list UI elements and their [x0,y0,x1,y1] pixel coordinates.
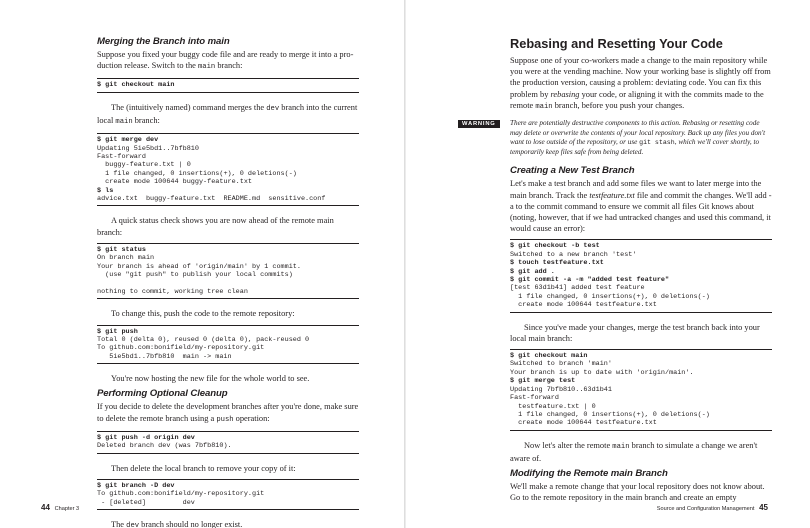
code-line: - [deleted] dev [97,498,195,507]
code-line: $ ls [97,186,114,195]
code-block [510,239,772,312]
page-number: 44 [41,503,50,512]
chapter-label: Source and Configuration Management [656,506,755,512]
left-footer [41,503,79,512]
heading-merging-branch: Merging the Branch into main [97,36,230,47]
heading-new-test-branch: Creating a New Test Branch [510,165,635,177]
code-line: To github.com:bonifield/my-repository.git [97,490,265,499]
code-line: $ git push -d origin dev [97,433,195,442]
code-line: $ git merge test [510,377,576,386]
code-line: buggy-feature.txt | 0 [97,161,191,170]
code-line: $ git commit -a -m "added test feature" [510,276,670,285]
code-line: Your branch is ahead of 'origin/main' by 1 commit. [97,262,301,271]
code-line: $ git branch -D dev [97,481,175,490]
paragraph: Let's make a test branch and add some files we want to later merge into the main branch. Track the testfeature.txt file and commit the changes. We'll add -a to the commit command to ensure we commit all files Git knows about (noting, however, that if we had untracked changes and used this command, it would cause an error): [510,179,772,234]
warning-text: There are potentially destructive components to this action. Rebasing or resetting code may delete or overwrite the contents of your local repository. Back up any files you don't want to lose outside of the repository, or use git stash, which we'll cover shortly, to temporarily keep files safe from being deleted. [510,119,766,156]
chapter-label: Chapter 3 [54,506,80,512]
code-block [97,431,359,454]
warning-callout [462,119,772,157]
paragraph: Since you've made your changes, merge the test branch back into your local main branch: [510,322,760,343]
code-block [97,243,359,299]
code-line: $ git push [97,327,138,336]
code-line: Total 0 (delta 0), reused 0 (delta 0), pack-reused 0 [97,335,310,344]
code-line: (use "git push" to publish your local commits) [97,271,293,280]
code-line: create mode 100644 buggy-feature.txt [97,178,252,187]
code-line: $ git merge dev [97,136,159,145]
code-line: advice.txt buggy-feature.txt README.md sensitive.conf [97,195,326,204]
code-line: Updating 7bfb810..63d1b41 [510,385,612,394]
paragraph: If you decide to delete the development branches after you're done, make sure to delete the remote branch using a push operation: [97,402,359,424]
code-block [510,349,772,431]
warning-badge: WARNING [458,120,500,128]
right-footer [657,503,768,512]
paragraph: To change this, push the code to the remote repository: [111,309,295,319]
code-line: Deleted branch dev (was 7bfb810). [97,442,232,451]
code-line: create mode 100644 testfeature.txt [510,301,657,310]
code-line: $ git checkout -b test [510,242,600,251]
code-line: 5ie5bd1..7bfb810 main -> main [97,352,232,361]
code-line: 1 file changed, 0 insertions(+), 0 deletions(-) [510,292,710,301]
code-line: Switched to branch 'main' [510,360,612,369]
left-page [0,0,404,528]
left-column [97,36,359,528]
code-line: [test 63d1b41] added test feature [510,284,645,293]
code-line: create mode 100644 testfeature.txt [510,419,657,428]
code-line: Updating 5ie5bd1..7bfb810 [97,144,199,153]
paragraph: Suppose you fixed your buggy code file and are ready to merge it into a pro-duction release. Switch to the main branch: [97,50,354,72]
code-line: To github.com:bonifield/my-repository.git [97,344,265,353]
heading-optional-cleanup: Performing Optional Cleanup [97,388,228,400]
right-page [406,0,810,528]
paragraph: The dev branch should no longer exist. [111,519,243,528]
paragraph: Then delete the local branch to remove your copy of it: [111,463,296,473]
code-block [97,479,359,510]
code-line: Your branch is up to date with 'origin/main'. [510,368,694,377]
page-number: 45 [759,503,768,512]
code-line: testfeature.txt | 0 [510,402,596,411]
code-line: Fast-forward [97,153,146,162]
code-line: Fast-forward [510,394,559,403]
paragraph: The (intuitively named) command merges the dev branch into the current local main branch: [97,102,358,127]
code-line: 1 file changed, 0 insertions(+), 0 deletions(-) [97,169,297,178]
code-line [97,280,359,288]
code-line: $ touch testfeature.txt [510,259,604,268]
code-block [97,78,359,92]
paragraph: Suppose one of your co-workers made a change to the main repository while you were at the vending machine. Now your working base is slightly off from the production version, causing a problem: deviating code. You can fix this problem by rebasing your code, or aligning it with the commits made to the remote main branch, before you push your changes. [510,56,771,111]
right-column [462,36,772,508]
code-line: $ git checkout main [510,352,588,361]
code-line: Switched to a new branch 'test' [510,250,637,259]
code-line: nothing to commit, working tree clean [97,287,248,296]
heading-rebasing: Rebasing and Resetting Your Code [510,36,723,51]
heading-modify-remote: Modifying the Remote main Branch [510,468,668,480]
code-block [97,133,359,206]
paragraph: You're now hosting the new file for the whole world to see. [111,374,310,384]
code-line: 1 file changed, 0 insertions(+), 0 deletions(-) [510,410,710,419]
paragraph: A quick status check shows you are now ahead of the remote main branch: [97,216,334,237]
code-line: $ git add . [510,267,555,276]
paragraph: Now let's alter the remote main branch to simulate a change we aren't aware of. [510,440,758,463]
paragraph: We'll make a remote change that your local repository does not know about. Go to the remote repository in the main branch and create an empty [510,482,765,503]
code-line: On branch main [97,254,155,263]
code-line: $ git checkout main [97,81,175,90]
code-line: $ git status [97,245,146,254]
code-block [97,325,359,365]
